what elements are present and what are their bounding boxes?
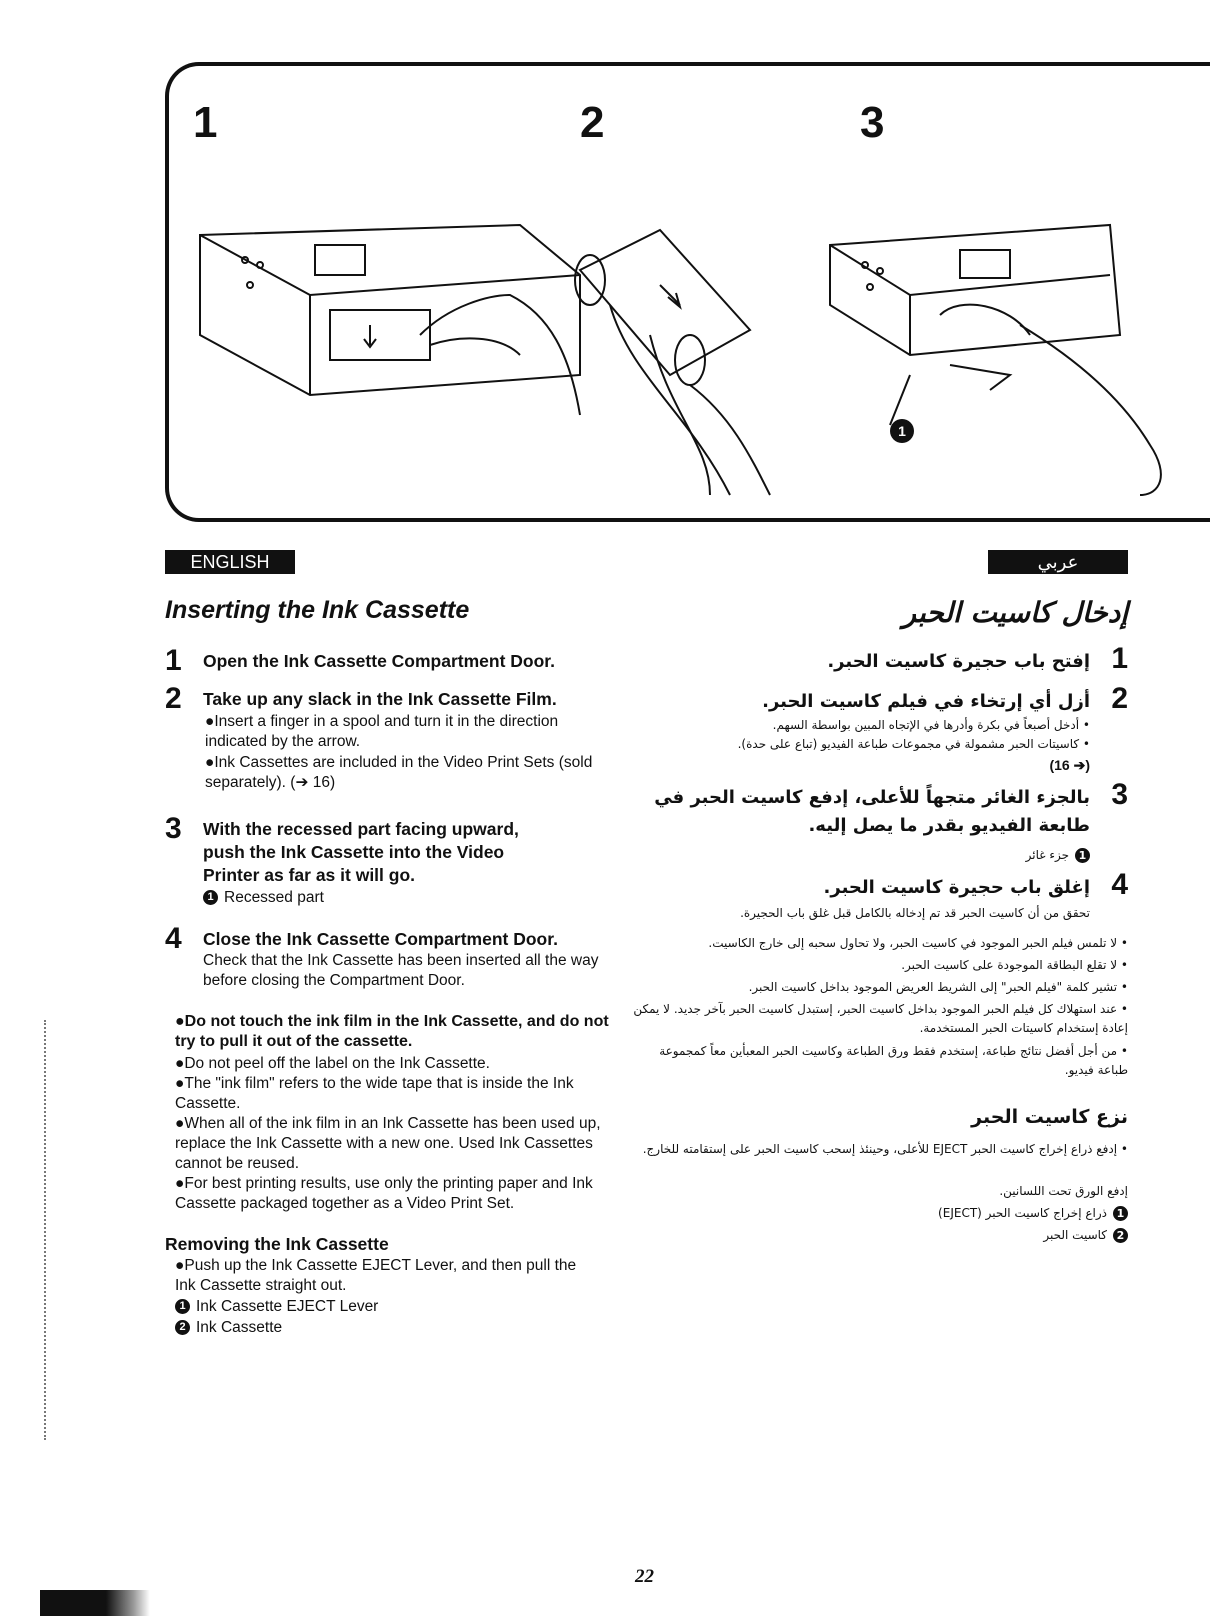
ar-removing-item-1-label: ذراع إخراج كاسيت الحبر (EJECT) xyxy=(938,1206,1107,1220)
en-note-4: ●When all of the ink film in an Ink Cassette has been used up, replace the Ink Cassette with a new one. Used Ink Cassettes cannot be reused. xyxy=(175,1115,601,1172)
ar-removing-item-2 xyxy=(628,1226,1128,1245)
en-step-2-number: 2 xyxy=(165,682,182,715)
lang-label-english: ENGLISH xyxy=(165,550,295,574)
en-step-1-number: 1 xyxy=(165,644,182,677)
ar-note-4: • عند استهلاك كل فيلم الحبر الموجود بداخل كاسيت الحبر، إستبدل كاسيت الحبر بآخر جديد. لا يمكن إعادة إستخدام كاسيتات الحبر المستخدمة. xyxy=(633,1002,1128,1035)
en-step-4-body: Check that the Ink Cassette has been inserted all the way before closing the Compartment Door. xyxy=(203,952,599,989)
illustration-step-3: 3 xyxy=(860,98,885,147)
en-step-3-heading: With the recessed part facing upward, push the Ink Cassette into the Video Printer as far as it will go. xyxy=(203,819,519,885)
en-step-2-bullet-2: ●Ink Cassettes are included in the Video Print Sets (sold separately). (➔ 16) xyxy=(205,754,593,791)
printer-illustration xyxy=(190,215,1190,505)
ar-step-4-number: 4 xyxy=(1111,868,1128,901)
ar-step-3-heading: بالجزء الغائر متجهاً للأعلى، إدفع كاسيت الحبر في طابعة الفيديو بقدر ما يصل إليه. xyxy=(654,787,1090,836)
ar-note-1: • لا تلمس فيلم الحبر الموجود في كاسيت الحبر، ولا تحاول سحبه إلى خارج الكاسيت. xyxy=(708,936,1128,950)
en-step-3-note-number: 1 xyxy=(203,890,218,905)
en-step-1-heading: Open the Ink Cassette Compartment Door. xyxy=(203,651,556,671)
illustration-step-1: 1 xyxy=(193,98,218,147)
ar-step-1-number: 1 xyxy=(1111,642,1128,675)
ar-step-2-bullet-1: • أدخل أصبعاً في بكرة وأدرها في الإتجاه المبين بواسطة السهم. xyxy=(772,718,1090,732)
ar-step-1-heading: إفتح باب حجيرة كاسيت الحبر. xyxy=(827,651,1090,672)
ar-removing-item-2-number: 2 xyxy=(1113,1228,1128,1243)
ar-step-3-number: 3 xyxy=(1111,778,1128,811)
ar-step-2-heading: أزل أي إرتخاء في فيلم كاسيت الحبر. xyxy=(762,691,1090,712)
ar-removing-line-2: إدفع الورق تحت اللسانين. xyxy=(999,1184,1128,1198)
en-removing-item-1-number: 1 xyxy=(175,1299,190,1314)
en-step-4-heading: Close the Ink Cassette Compartment Door. xyxy=(203,929,558,949)
en-note-2: ●Do not peel off the label on the Ink Cassette. xyxy=(175,1055,490,1072)
ar-removing-line-1: • إدفع ذراع إخراج كاسيت الحبر EJECT للأعلى، وحينئذ إسحب كاسيت الحبر على إستقامته للخارج. xyxy=(642,1142,1128,1156)
ar-step-3-note-label: جزء غائر xyxy=(1025,848,1069,862)
lang-label-arabic: عربي xyxy=(988,550,1128,574)
ar-step-3-note-number: 1 xyxy=(1075,848,1090,863)
en-step-2-heading: Take up any slack in the Ink Cassette Film. xyxy=(203,689,557,709)
illustration-step-2: 2 xyxy=(580,98,605,147)
ar-removing-item-1-number: 1 xyxy=(1113,1206,1128,1221)
ar-step-2-number: 2 xyxy=(1111,682,1128,715)
en-step-3-number: 3 xyxy=(165,812,182,845)
en-step-3-note-label: Recessed part xyxy=(224,889,324,906)
ar-removing-item-2-label: كاسيت الحبر xyxy=(1043,1228,1107,1242)
english-title: Inserting the Ink Cassette xyxy=(165,596,470,624)
ar-step-2-bullet-2: • كاسيتات الحبر مشمولة في مجموعات طباعة الفيديو (تباع على حدة). xyxy=(737,737,1090,751)
en-note-1: ●Do not touch the ink film in the Ink Cassette, and do not try to pull it out of the cassette. xyxy=(175,1013,609,1050)
ar-note-5: • من أجل أفضل نتائج طباعة، إستخدم فقط ورق الطباعة وكاسيت الحبر المعبأين معاً كمجموعة طباعة فيديو. xyxy=(659,1044,1128,1077)
arabic-title: إدخال كاسيت الحبر xyxy=(902,596,1128,629)
ar-removing-item-1 xyxy=(628,1204,1128,1223)
en-removing-item-2-label: Ink Cassette xyxy=(196,1319,283,1336)
page-number: 22 xyxy=(635,1566,654,1587)
ar-step-4-heading: إغلق باب حجيرة كاسيت الحبر. xyxy=(823,877,1090,898)
ar-step-3-note xyxy=(630,846,1090,865)
en-removing-item-1 xyxy=(175,1297,615,1317)
en-removing-text: ●Push up the Ink Cassette EJECT Lever, and then pull the Ink Cassette straight out. xyxy=(175,1257,577,1294)
ar-note-2: • لا تقلع البطاقة الموجودة على كاسيت الحبر. xyxy=(901,958,1128,972)
callout-1: 1 xyxy=(898,423,906,439)
ar-removing-heading: نزع كاسيت الحبر xyxy=(971,1106,1128,1128)
ar-step-4-body: تحقق من أن كاسيت الحبر قد تم إدخاله بالكامل قبل غلق باب الحجيرة. xyxy=(740,906,1090,920)
en-step-2-bullet-1: ●Insert a finger in a spool and turn it in the direction indicated by the arrow. xyxy=(205,713,559,750)
en-note-5: ●For best printing results, use only the printing paper and Ink Cassette packaged together as a Video Print Set. xyxy=(175,1175,593,1212)
scan-artifact xyxy=(40,1590,150,1616)
en-removing-item-1-label: Ink Cassette EJECT Lever xyxy=(196,1298,379,1315)
ar-note-3: • تشير كلمة "فيلم الحبر" إلى الشريط العريض الموجود بداخل كاسيت الحبر. xyxy=(748,980,1128,994)
en-removing-item-2-number: 2 xyxy=(175,1320,190,1335)
en-removing-heading: Removing the Ink Cassette xyxy=(165,1234,389,1254)
en-removing-item-2 xyxy=(175,1318,615,1338)
scan-edge-artifact xyxy=(44,1020,49,1440)
ar-step-2-ref: (➔ 16) xyxy=(1049,757,1090,773)
en-note-3: ●The "ink film" refers to the wide tape that is inside the Ink Cassette. xyxy=(175,1075,574,1112)
en-step-4-number: 4 xyxy=(165,922,182,955)
en-step-3-note xyxy=(203,888,603,908)
